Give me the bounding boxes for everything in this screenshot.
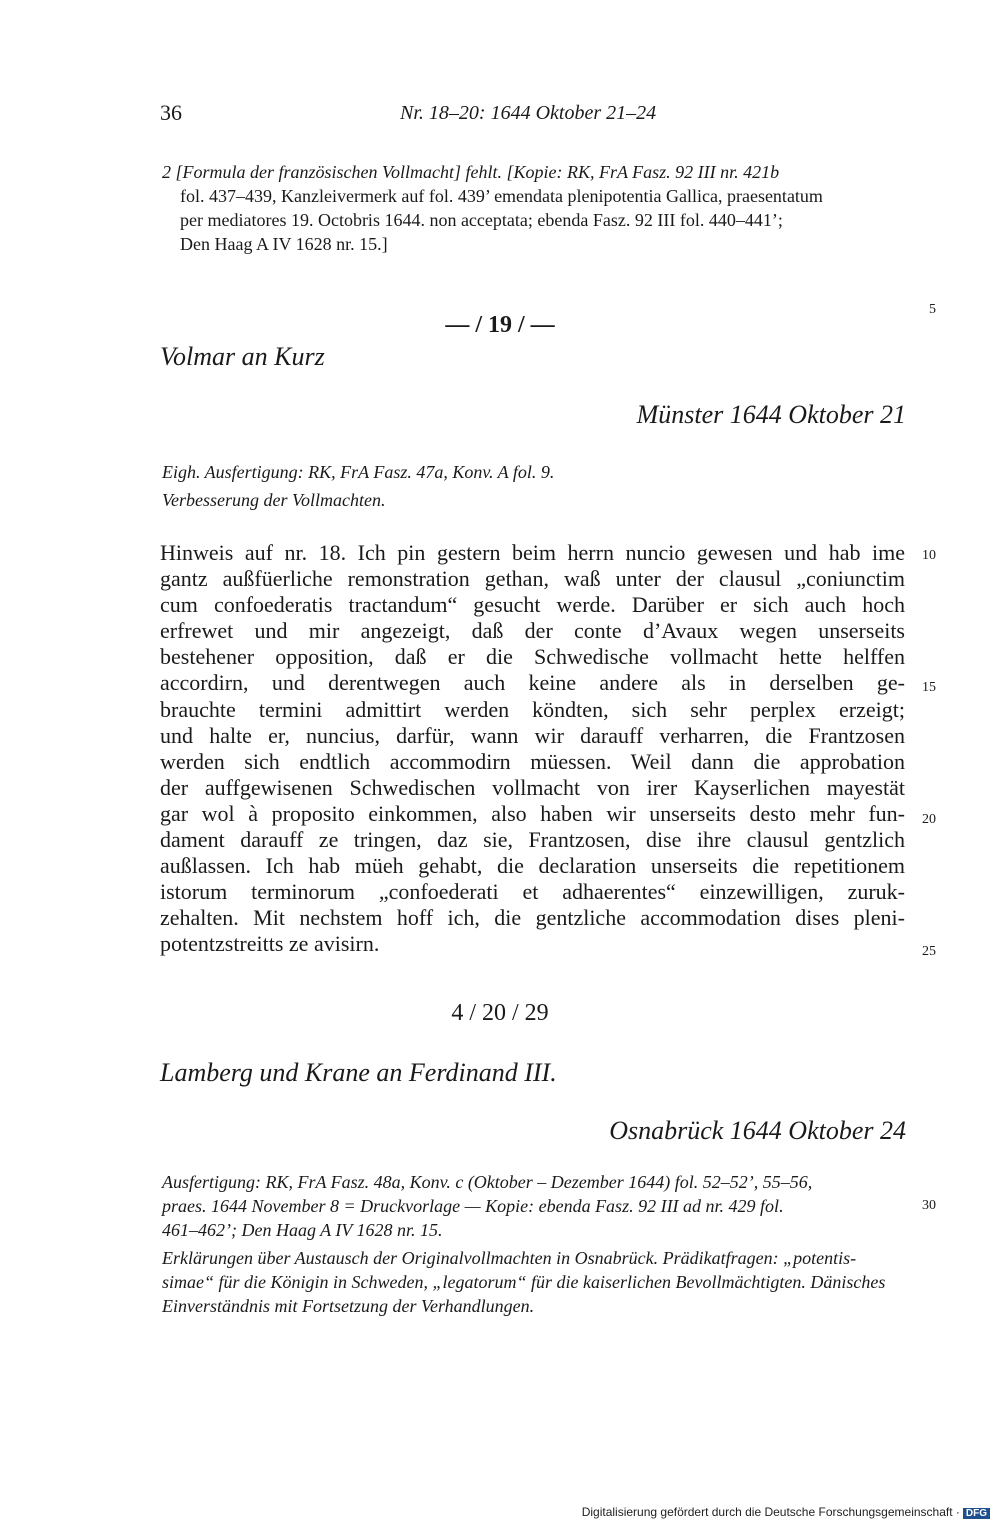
footnote-line: Den Haag A IV 1628 nr. 15.] bbox=[180, 234, 388, 254]
text-line: werden sich endtlich accommodirn müessen. Weil dann die approbation bbox=[160, 748, 905, 774]
text-line: dament darauff ze tringen, daz sie, Frantzosen, dise ihre clausul gentzlich bbox=[160, 827, 905, 853]
text-line: cum confoederatis tractandum“ gesucht werde. Darüber er sich auch hoch bbox=[160, 592, 905, 618]
footnote-line: fol. 437–439, Kanzleivermerk auf fol. 439’ emendata plenipotentia Gallica, praesentatum bbox=[180, 186, 823, 206]
text-line: istorum terminorum „confoederati et adhaerentes“ einzewilligen, zuruk- bbox=[160, 879, 905, 905]
summary-note-line: Einverständnis mit Fortsetzung der Verhandlungen. bbox=[162, 1296, 535, 1316]
document-19-addressee: Volmar an Kurz bbox=[160, 342, 325, 371]
line-number: 15 bbox=[922, 680, 936, 695]
text-line: gantz außfüerliche remonstration gethan, waß unter der clausul „coniunctim bbox=[160, 566, 905, 592]
page-number: 36 bbox=[160, 100, 182, 125]
footnote bbox=[162, 160, 912, 256]
text-line: außlassen. Ich hab müeh gehabt, die declaration unserseits die repetitionem bbox=[160, 853, 905, 879]
digitization-credit bbox=[582, 1505, 990, 1519]
line-number: 5 bbox=[929, 302, 936, 317]
text-line: accordirn, und derentwegen auch keine andere als in derselben ge- bbox=[160, 670, 905, 696]
document-19-source bbox=[162, 460, 554, 512]
line-number: 30 bbox=[922, 1198, 936, 1213]
text-line: der auffgewisenen Schwedischen vollmacht von irer Kayserlichen mayestät bbox=[160, 774, 905, 800]
document-20-place-date: Osnabrück 1644 Oktober 24 bbox=[609, 1116, 906, 1145]
credit-text: Digitalisierung gefördert durch die Deutsche Forschungsgemeinschaft · bbox=[581, 1505, 960, 1519]
source-note-line: 461–462’; Den Haag A IV 1628 nr. 15. bbox=[162, 1220, 443, 1240]
summary-note: Verbesserung der Vollmachten. bbox=[162, 490, 386, 510]
text-line: potentzstreitts ze avisirn. bbox=[160, 931, 380, 957]
document-20-summary bbox=[162, 1246, 885, 1318]
document-number-20: 4 / 20 / 29 bbox=[451, 1000, 549, 1026]
document-20-addressee: Lamberg und Krane an Ferdinand III. bbox=[160, 1058, 557, 1087]
text-line: erfrewet und mir angezeigt, daß der conte d’Avaux wegen unserseits bbox=[160, 618, 905, 644]
source-note-line: praes. 1644 November 8 = Druckvorlage — Kopie: ebenda Fasz. 92 III ad nr. 429 fol. bbox=[162, 1196, 784, 1216]
summary-note-line: simae“ für die Königin in Schweden, „legatorum“ für die kaiserlichen Bevollmächtigten. Dänisches bbox=[162, 1272, 886, 1292]
dfg-logo: DFG bbox=[963, 1508, 990, 1519]
document-19-text bbox=[160, 540, 905, 958]
text-line: und halte er, nuncius, darfür, wann wir darauff verharren, die Frantzosen bbox=[160, 722, 905, 748]
document-20-source bbox=[162, 1170, 812, 1242]
document-number-19: — / 19 / — bbox=[445, 312, 555, 338]
summary-note-line: Erklärungen über Austausch der Originalvollmachten in Osnabrück. Prädikatfragen: „potentis- bbox=[162, 1248, 857, 1268]
footnote-line: 2 [Formula der französischen Vollmacht] fehlt. [Kopie: RK, FrA Fasz. 92 III nr. 421b bbox=[162, 162, 780, 182]
document-19-place-date: Münster 1644 Oktober 21 bbox=[636, 400, 906, 429]
text-line: Hinweis auf nr. 18. Ich pin gestern beim herrn nuncio gewesen und hab ime bbox=[160, 540, 905, 565]
line-number: 20 bbox=[922, 812, 936, 827]
text-line: bestehener opposition, daß er die Schwedische vollmacht hette helffen bbox=[160, 644, 905, 670]
text-line: brauchte termini admittirt werden köndten, sich sehr perplex erzeigt; bbox=[160, 696, 905, 722]
running-title: Nr. 18–20: 1644 Oktober 21–24 bbox=[400, 102, 657, 124]
text-line: zehalten. Mit nechstem hoff ich, die gentzliche accommodation dises pleni- bbox=[160, 905, 905, 931]
line-number: 10 bbox=[922, 548, 936, 563]
line-number: 25 bbox=[922, 944, 936, 959]
footnote-line: per mediatores 19. Octobris 1644. non acceptata; ebenda Fasz. 92 III fol. 440–441’; bbox=[180, 210, 783, 230]
source-note-line: Ausfertigung: RK, FrA Fasz. 48a, Konv. c (Oktober – Dezember 1644) fol. 52–52’, 55–56, bbox=[162, 1172, 813, 1192]
source-note: Eigh. Ausfertigung: RK, FrA Fasz. 47a, Konv. A fol. 9. bbox=[162, 462, 555, 482]
text-line: gar wol à proposito einkommen, also haben wir unserseits desto mehr fun- bbox=[160, 800, 905, 826]
